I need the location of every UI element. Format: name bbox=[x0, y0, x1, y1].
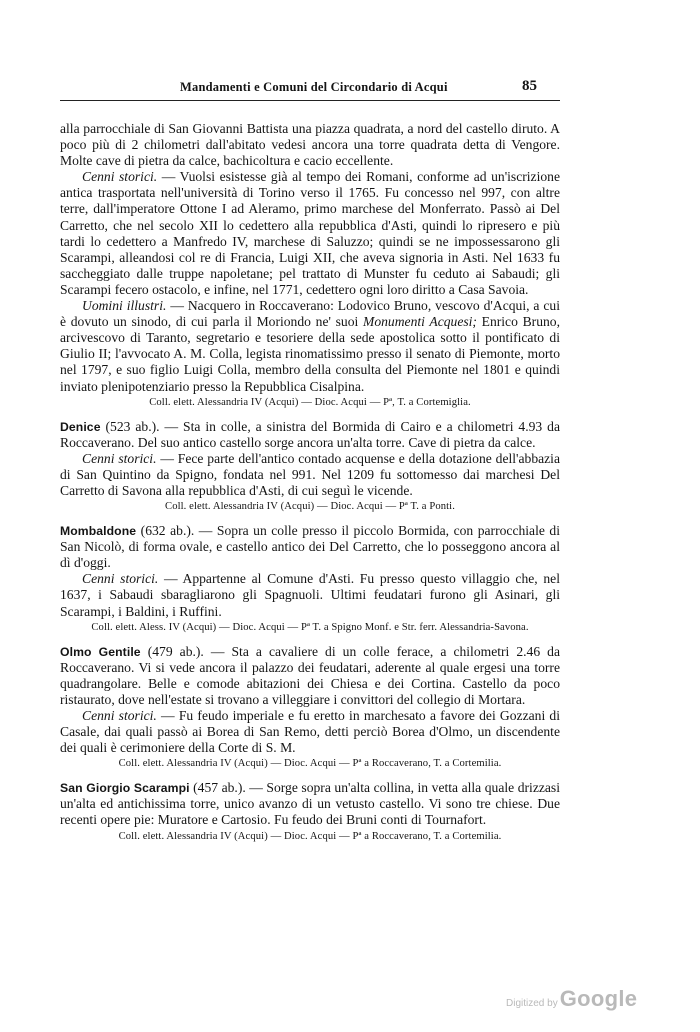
entry-footer: Coll. elett. Alessandria IV (Acqui) — Dioc. Acqui — Pª T. a Ponti. bbox=[165, 501, 455, 513]
header-rule bbox=[60, 100, 560, 101]
cenni-storici-text: — Vuolsi esistesse già al tempo dei Romani, conforme ad un'iscrizione antica trasportata nell'università di Torino verso il 1765. Fu concesso nel 997, con altre terre, dall'imperatore Ottone I ad Aleramo, primo marchese del Monferrato. Passò ai Del Carretto, che nel secolo XII lo cedettero alla repubblica d'Asti, quindi lo ripresero e più tardi lo cedettero a Manfredo IV, marchese di Saluzzo; quindi se ne impossessarono gli Scarampi, alleandosi col re di Francia, Luigi XII, che aveva signoria in Asti. Nel 1633 fu saccheggiato dalle truppe napoletane; pel trattato di Munster fu ceduto ai Sabaudi; gli Scarampi fecero ostacolo, e infine, nel 1771, cedettero ogni loro diritto a Casa Savoia. bbox=[60, 169, 560, 297]
spacer bbox=[60, 515, 560, 523]
entry-name: Denice bbox=[60, 419, 101, 434]
cenni-storici-label: Cenni storici. bbox=[82, 450, 157, 466]
cenni-storici-text: — Fu feudo imperiale e fu eretto in marchesato a favore dei Gozzani di Casale, dai quali passò ai Borea di San Remo, detti perciò Borea d'Olmo, un discendente dei quali è cerimoniere della Corte di S. M. bbox=[60, 708, 560, 756]
uomini-illustri-label: Uomini illustri. bbox=[82, 298, 167, 314]
uomini-illustri-text-2: Enrico Bruno, arcivescovo di Taranto, segretario e tesoriere della sede apostolica sotto il pontificato di Giulio II; l'avvocato A. M. Colla, legista rinomatissimo presso il senato di Piemonte, morto nel 1797, e suo figlio Luigi Colla, membro della consulta del Piemonte nel 1801 e quindi inviato plenipotenziario presso la Repubblica Cisalpina. bbox=[60, 314, 560, 394]
entry-description: (632 ab.). — Sopra un colle presso il piccolo Bormida, con parrocchiale di San Nicolò, di forma ovale, e castello antico dei Del Carretto, che lo posseggono ancora al dì d'oggi. bbox=[60, 523, 560, 571]
cenni-storici-paragraph bbox=[60, 451, 560, 499]
body-text bbox=[60, 121, 560, 845]
header-title: Mandamenti e Comuni del Circondario di Acqui bbox=[180, 80, 448, 94]
uomini-illustri-paragraph bbox=[60, 298, 560, 395]
running-header bbox=[60, 78, 560, 100]
cenni-storici-label: Cenni storici. bbox=[82, 708, 157, 723]
entry-footer: Coll. elett. Alessandria IV (Acqui) — Dioc. Acqui — Pª a Roccaverano, T. a Cortemilia. bbox=[118, 758, 502, 770]
cenni-storici-label: Cenni storici. bbox=[82, 571, 159, 587]
entry-footer: Coll. elett. Alessandria IV (Acqui) — Dioc. Acqui — Pª, T. a Cortemiglia. bbox=[149, 396, 471, 408]
entry-description: (457 ab.). — Sorge sopra un'alta collina, in vetta alla quale drizzasi un'alta ed antichissima torre, unico avanzo di un vetusto castello. Vi sono tre chiese. Due recenti opere pie: Muratore e Cartosio. Fu feudo dei Bruni conti di Tournafort. bbox=[60, 780, 561, 828]
cenni-storici-text: — Appartenne al Comune d'Asti. Fu presso questo villaggio che, nel 1637, i Sabaudi sbaragliarono gli Spagnuoli. Ultimi feudatari furono gli Asinari, gli Scarampi, i Baldini, i Ruffini. bbox=[60, 571, 560, 619]
spacer bbox=[60, 411, 560, 419]
cenni-storici-text: — Fece parte dell'antico contado acquense e della dotazione dell'abbazia di San Quintino da Spigno, fondata nel 991. Nel 1209 fu sottomesso dai marchesi Del Carretto di Savona alla repubblica d'Asti, di cui seguì le vicende. bbox=[60, 450, 560, 498]
spacer bbox=[60, 636, 560, 644]
book-title: Monumenti Acquesi; bbox=[363, 314, 477, 330]
continuation-paragraph: alla parrocchiale di San Giovanni Battista una piazza quadrata, a nord del castello diruto. A poco più di 2 chilometri dall'abitato vedesi ancora una torre quadrata detta di Vengore. Molte cave di pietra da calce, bachicoltura e cacio eccellente. bbox=[60, 121, 560, 169]
cenni-storici-label: Cenni storici. bbox=[82, 169, 158, 185]
cenni-storici-paragraph bbox=[60, 169, 560, 298]
entry-description: (479 ab.). — Sta a cavaliere di un colle ferace, a chilometri 2.46 da Roccaverano. Vi si vede ancora il palazzo dei feudatari, aderente al quale ergesi una torre quadrangolare. Belle e comode abitazioni dei Chiesa e dei Cortina. Castello da poco ristaurato, dove nell'estate si trovano a villeggiare i convittori del collegio di Mortara. bbox=[60, 643, 560, 707]
google-logo: Google bbox=[559, 986, 638, 1011]
cenni-storici-paragraph bbox=[60, 708, 560, 756]
entry-description: (523 ab.). — Sta in colle, a sinistra del Bormida di Cairo e a chilometri 4.93 da Roccaverano. Del suo antico castello sorge ancora un'alta torre. Cave di pietra da calce. bbox=[60, 418, 560, 450]
page-number: 85 bbox=[522, 78, 537, 94]
spacer bbox=[60, 772, 560, 780]
watermark-prefix: Digitized by bbox=[506, 998, 558, 1009]
entry-footer: Coll. elett. Aless. IV (Acqui) — Dioc. Acqui — Pª T. a Spigno Monf. e Str. ferr. Alessandria-Savona. bbox=[91, 621, 529, 633]
entry-paragraph bbox=[60, 523, 560, 571]
digitized-watermark bbox=[506, 986, 637, 1012]
entry-name: Mombaldone bbox=[60, 524, 137, 539]
entry-footer: Coll. elett. Alessandria IV (Acqui) — Dioc. Acqui — Pª a Roccaverano, T. a Cortemilia. bbox=[118, 830, 502, 842]
entry-paragraph bbox=[60, 644, 560, 708]
entry-name: Olmo Gentile bbox=[60, 644, 141, 659]
entry-name: San Giorgio Scarampi bbox=[60, 781, 190, 796]
entry-paragraph bbox=[60, 419, 560, 451]
entry-paragraph bbox=[60, 780, 560, 828]
uomini-illustri-text: — Nacquero in Roccaverano: Lodovico Bruno, vescovo d'Acqui, a cui è dovuto un sinodo, di cui parla il Moriondo ne' suoi bbox=[60, 298, 561, 330]
cenni-storici-paragraph bbox=[60, 571, 560, 619]
